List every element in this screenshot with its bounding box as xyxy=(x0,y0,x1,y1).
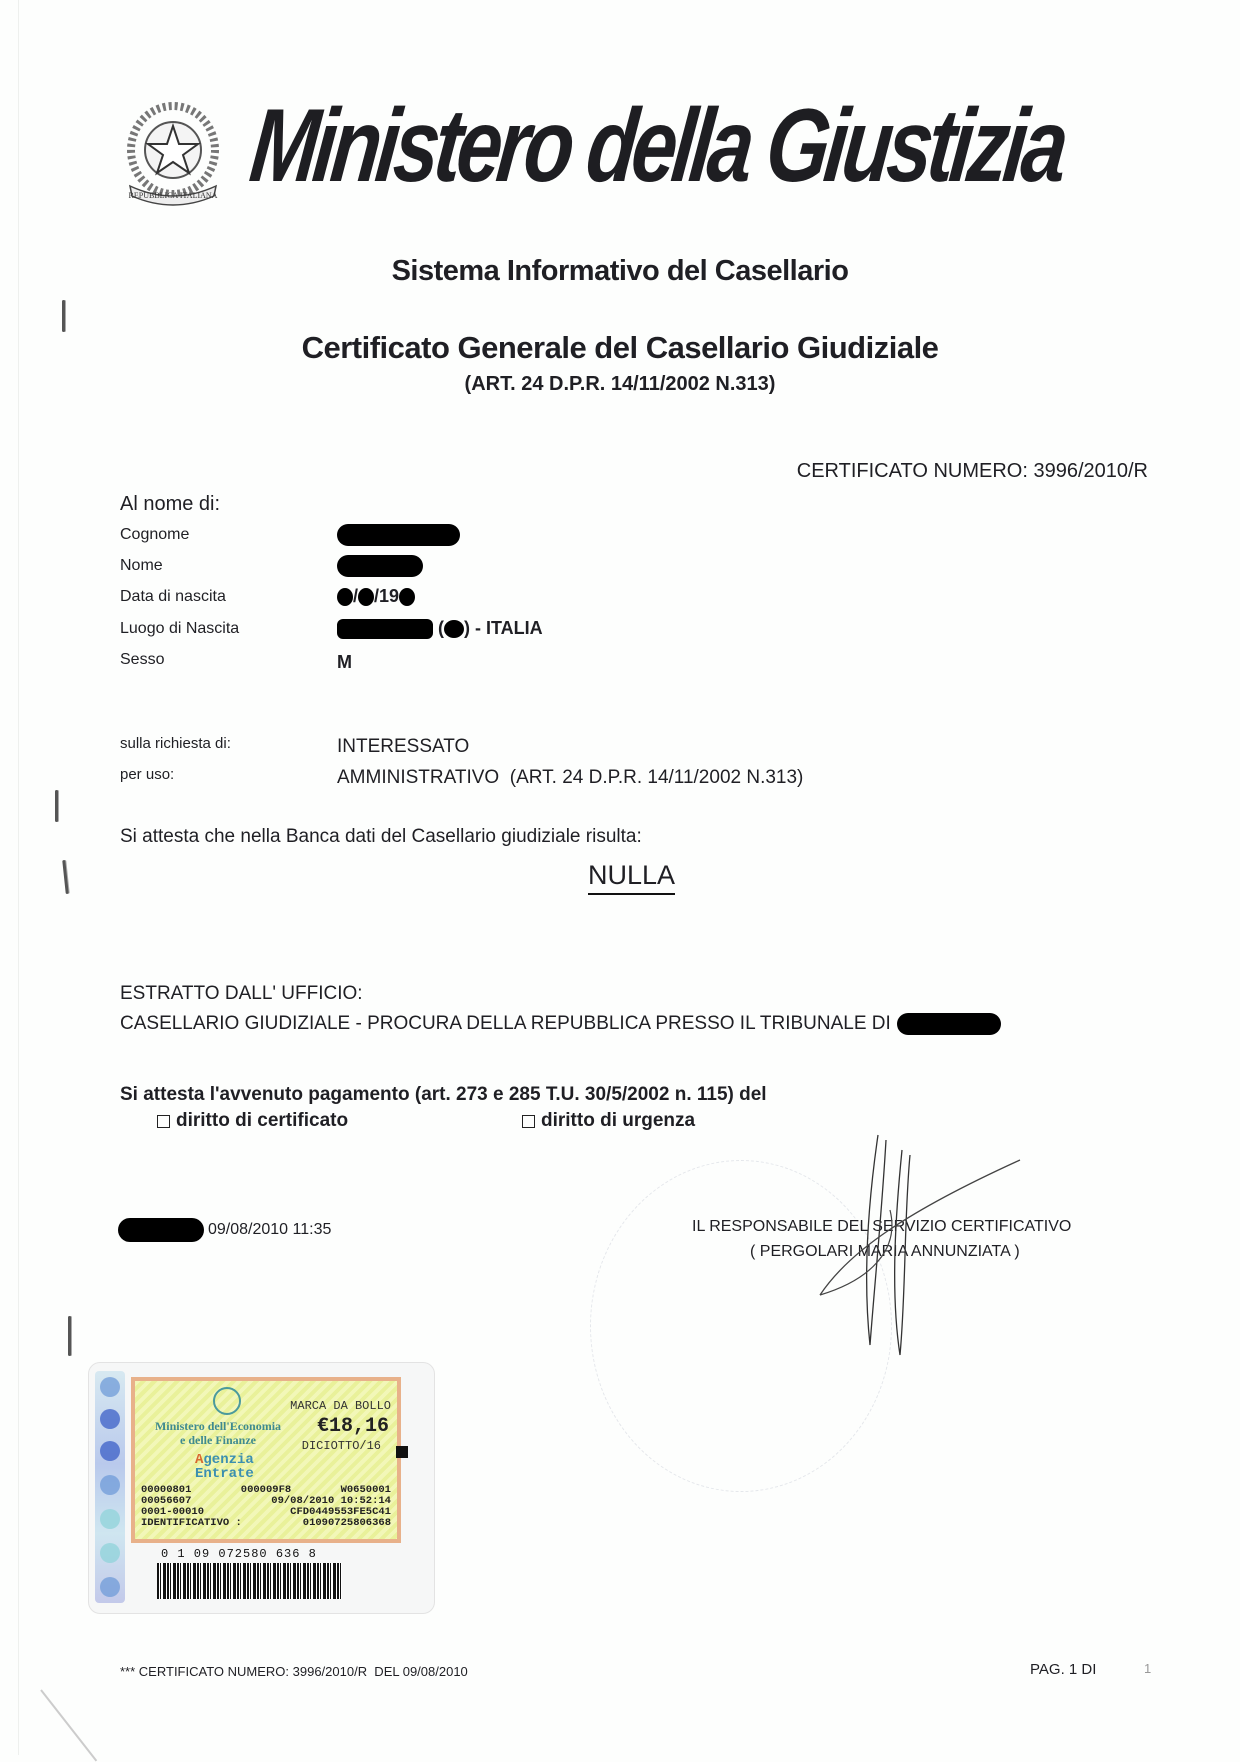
use-value: AMMINISTRATIVO (ART. 24 D.P.R. 14/11/2002 N.313) xyxy=(337,767,804,788)
field-value-sesso: M xyxy=(337,652,352,672)
checkbox-diritto-urgenza[interactable]: diritto di urgenza xyxy=(522,1110,695,1132)
certificate-title: Certificato Generale del Casellario Giudiziale xyxy=(301,330,939,365)
redaction-mark xyxy=(118,1218,204,1242)
subject-heading: Al nome di: xyxy=(120,493,221,515)
emblem-icon xyxy=(213,1387,241,1415)
issue-datetime: 09/08/2010 11:35 xyxy=(118,1218,331,1242)
result-statement: Si attesta che nella Banca dati del Casellario giudiziale risulta: xyxy=(120,826,642,847)
field-label-nome: Nome xyxy=(120,557,163,574)
field-value-data-nascita: / /19 xyxy=(337,586,415,607)
footer-certificate-ref: *** CERTIFICATO NUMERO: 3996/2010/R DEL 09/08/2010 xyxy=(120,1664,468,1679)
black-square-mark xyxy=(396,1446,408,1458)
stamp-codes: 00000801 000009F8 W0650001 00056607 09/08/2010 10:52:14 0001-00010 CFD0449553FE5C41 IDENTIFICATIVO : 01090725806368 xyxy=(141,1484,391,1529)
redaction-mark xyxy=(358,588,374,606)
office-value xyxy=(120,1013,1001,1035)
signatory-title: IL RESPONSABILE DEL SERVIZIO CERTIFICATIVO xyxy=(692,1218,1072,1235)
stamp-amount: €18,16 xyxy=(316,1415,389,1438)
redaction-mark xyxy=(337,524,460,546)
requester-value: INTERESSATO xyxy=(337,736,470,757)
field-label-luogo-nascita: Luogo di Nascita xyxy=(120,620,240,637)
barcode-icon xyxy=(157,1563,342,1599)
signatory-name: ( PERGOLARI MARIA ANNUNZIATA ) xyxy=(750,1243,1020,1260)
use-label: per uso: xyxy=(120,766,175,783)
redaction-mark xyxy=(399,588,415,606)
office-label: ESTRATTO DALL' UFFICIO: xyxy=(120,983,363,1004)
law-reference: (ART. 24 D.P.R. 14/11/2002 N.313) xyxy=(464,373,776,395)
italian-republic-emblem-icon xyxy=(118,98,228,208)
stamp-amount-words: DICIOTTO/16 xyxy=(301,1439,381,1453)
handwritten-signature-icon xyxy=(780,1130,1040,1370)
checkbox-diritto-certificato[interactable]: diritto di certificato xyxy=(157,1110,348,1132)
office-value-text: CASELLARIO GIUDIZIALE - PROCURA DELLA REPUBBLICA PRESSO IL TRIBUNALE DI xyxy=(120,1013,891,1034)
field-label-cognome: Cognome xyxy=(120,526,190,543)
stamp-ministry: Ministero dell'Economia e delle Finanze xyxy=(154,1419,282,1447)
field-label-data-nascita: Data di nascita xyxy=(120,588,226,605)
redaction-mark xyxy=(337,555,423,577)
ministry-title: Ministero della Giustizia xyxy=(245,88,1070,204)
system-subtitle: Sistema Informativo del Casellario xyxy=(391,255,849,287)
requester-label: sulla richiesta di: xyxy=(120,735,231,752)
redaction-mark xyxy=(337,619,433,639)
agenzia-entrate-logo: Agenzia Entrate xyxy=(195,1452,254,1482)
staple-mark xyxy=(68,1316,71,1356)
stamp-face xyxy=(131,1377,401,1543)
redaction-mark xyxy=(897,1013,1001,1035)
page-fold-line xyxy=(40,1689,97,1761)
staple-mark xyxy=(62,860,69,894)
field-value-luogo-nascita: ( ) - ITALIA xyxy=(337,618,543,639)
staple-mark xyxy=(55,790,58,822)
revenue-stamp xyxy=(88,1362,435,1614)
redaction-mark xyxy=(444,620,464,638)
checkbox-icon[interactable] xyxy=(157,1115,170,1128)
footer-page-total: 1 xyxy=(1144,1661,1152,1676)
result-value: NULLA xyxy=(588,860,675,895)
footer-page-label: PAG. 1 DI xyxy=(1030,1661,1097,1678)
barcode-number: 0 1 09 072580 636 8 xyxy=(161,1547,317,1561)
stamp-label: MARCA DA BOLLO xyxy=(290,1399,391,1413)
hologram-strip xyxy=(95,1371,125,1603)
staple-mark xyxy=(62,300,65,332)
svg-text:REPUBBLICA ITALIANA: REPUBBLICA ITALIANA xyxy=(128,191,218,200)
field-value-cognome xyxy=(337,524,460,546)
checkbox-icon[interactable] xyxy=(522,1115,535,1128)
field-value-nome xyxy=(337,555,423,577)
field-label-sesso: Sesso xyxy=(120,651,165,668)
certificate-number: CERTIFICATO NUMERO: 3996/2010/R xyxy=(796,460,1148,482)
payment-statement: Si attesta l'avvenuto pagamento (art. 273 e 285 T.U. 30/5/2002 n. 115) del xyxy=(120,1084,767,1105)
redaction-mark xyxy=(337,588,353,606)
